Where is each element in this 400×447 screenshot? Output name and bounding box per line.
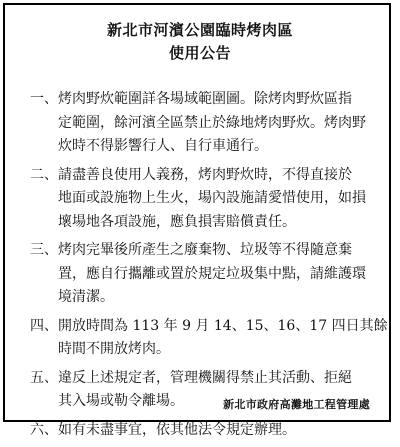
- rule-text: [58, 419, 374, 443]
- rule-line: 其入場或勒令離場。: [58, 393, 184, 409]
- notice-subtitle: 使用公告: [168, 44, 231, 62]
- rule-text: [58, 164, 374, 235]
- rule-line: 炊時不得影響行人、自行車通行。: [58, 138, 268, 154]
- rule-line: 烤肉野炊範圍詳各場域範圍圖。除烤肉野炊區指: [58, 91, 352, 107]
- rule-number: 三、: [30, 242, 58, 258]
- rule-text: [58, 88, 374, 159]
- rule-line: 境清潔。: [58, 289, 114, 305]
- rule-number: 五、: [30, 369, 58, 386]
- rule-line: 壞場地各項設施，應負損害賠償責任。: [58, 213, 296, 230]
- rules-list: [30, 88, 388, 447]
- rule-line: 時間不開放烤肉。: [58, 341, 170, 357]
- notice-title: 新北市河濱公園臨時烤肉區: [106, 21, 293, 39]
- issuer-signature: 新北市政府高灘地工程管理處: [223, 398, 370, 411]
- rule-line: 定範圍，餘河濱全區禁止於綠地烤肉野炊。烤肉野: [58, 114, 366, 131]
- rule-item: [30, 88, 374, 159]
- rule-line: 如有未盡事宜，依其他法令規定辦理。: [58, 421, 296, 438]
- rule-item: [30, 164, 374, 235]
- rule-number: 一、: [30, 91, 58, 107]
- rule-item: [30, 419, 374, 443]
- rule-line: 置，應自行攜離或置於規定垃圾集中點，請維護環: [58, 265, 366, 282]
- rule-number: 四、: [30, 317, 58, 334]
- rule-text: [58, 239, 374, 310]
- rule-item: [30, 315, 388, 362]
- rule-text: [58, 315, 388, 362]
- rule-line: 違反上述規定者，管理機關得禁止其活動、拒絕: [58, 369, 352, 386]
- rule-line: 開放時間為 113 年 9 月 14、15、16、17 四日其餘: [58, 317, 388, 334]
- rule-number: 二、: [30, 166, 58, 183]
- rule-number: 六、: [30, 421, 58, 438]
- rule-line: 烤肉完畢後所產生之廢棄物、垃圾等不得隨意棄: [58, 242, 352, 258]
- rule-line: 請盡善良使用人義務，烤肉野炊時，不得直接於: [58, 166, 352, 183]
- rule-line: 地面或設施物上生火，場內設施請愛惜使用，如損: [58, 190, 366, 206]
- rule-item: [30, 239, 374, 310]
